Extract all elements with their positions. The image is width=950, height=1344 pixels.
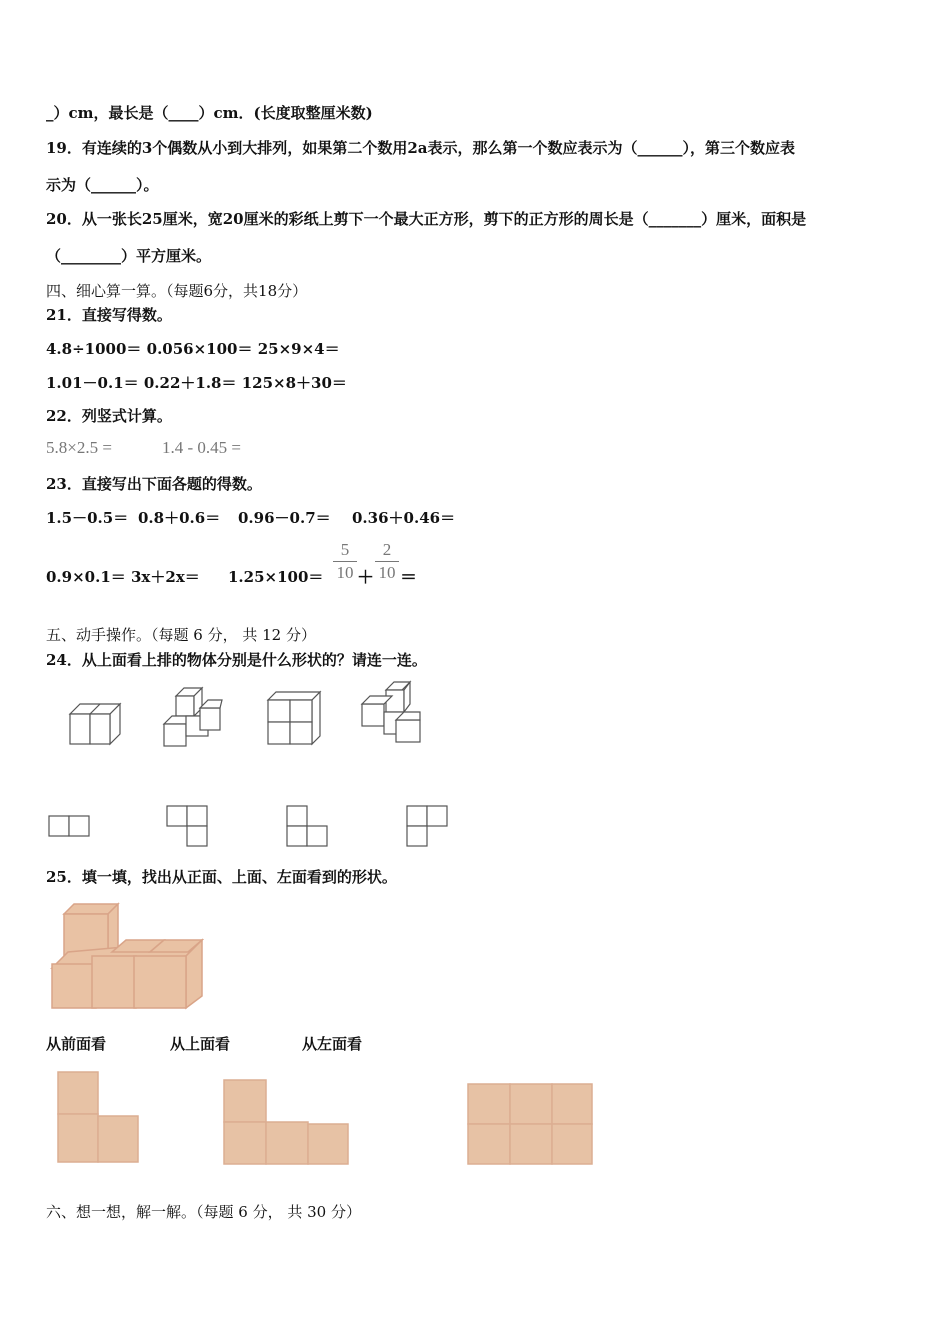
q23-r1-2: 0.8＋0.6＝ (138, 509, 221, 527)
q21-title: 21．直接写得数。 (46, 306, 172, 324)
view-label-top: 从上面看 (170, 1035, 231, 1053)
top-view-shape (222, 1078, 352, 1168)
outline-shape-4 (406, 805, 450, 849)
frac2-num: 2 (375, 541, 399, 562)
view-label-front: 从前面看 (46, 1035, 107, 1053)
q19-line1: 19．有连续的3个偶数从小到大排列，如果第二个数用2a表示，那么第一个数应表示为（______），第三个数应表 (46, 139, 795, 157)
q18-tail: _）cm，最长是（____）cm．(长度取整厘米数) (46, 104, 373, 122)
frac1-den: 10 (336, 563, 354, 582)
frac1-num: 5 (333, 541, 357, 562)
q23-r2-1: 0.9×0.1＝ (46, 568, 126, 586)
q22-expr2: 1.4 - 0.45 = (162, 438, 241, 457)
q23-title: 23．直接写出下面各题的得数。 (46, 475, 262, 493)
outline-shape-3 (286, 805, 330, 849)
outline-shape-1 (48, 815, 92, 839)
front-view-shape (56, 1070, 146, 1166)
section-5-heading: 五、动手操作。（每题 6 分， 共 12 分） (46, 626, 316, 644)
q22-expr1: 5.8×2.5 = (46, 438, 112, 457)
cube-figure-2 (160, 688, 226, 750)
outline-shape-2 (166, 805, 210, 849)
q20-line1: 20．从一张长25厘米，宽20厘米的彩纸上剪下一个最大正方形，剪下的正方形的周长是（_______）厘米，面积是 (46, 210, 807, 228)
fraction-5-10 (333, 541, 357, 582)
section-4-heading: 四、细心算一算。（每题6分，共18分） (46, 282, 308, 300)
q23-r2-2: 3x＋2x＝ (131, 568, 200, 586)
q21-row1: 4.8÷1000＝ 0.056×100＝ 25×9×4＝ (46, 340, 340, 358)
fraction-2-10 (375, 541, 399, 582)
block-stack-figure (48, 900, 208, 1012)
q24-title: 24．从上面看上排的物体分别是什么形状的？请连一连。 (46, 651, 427, 669)
plus-sign: ＋ (357, 568, 374, 588)
left-view-shape (466, 1082, 596, 1168)
q22-title: 22．列竖式计算。 (46, 407, 172, 425)
q25-title: 25．填一填，找出从正面、上面、左面看到的形状。 (46, 868, 397, 886)
q23-r2-3: 1.25×100＝ (228, 568, 324, 586)
frac2-den: 10 (378, 563, 396, 582)
cube-figure-1 (66, 700, 126, 748)
equals-sign: ＝ (400, 568, 417, 588)
q20-line2: （________）平方厘米。 (46, 247, 212, 265)
cube-figure-4 (358, 682, 424, 746)
q23-r1-4: 0.36＋0.46＝ (352, 509, 456, 527)
view-label-left: 从左面看 (302, 1035, 363, 1053)
cube-figure-3 (262, 690, 324, 748)
q21-row2: 1.01－0.1＝ 0.22＋1.8＝ 125×8＋30＝ (46, 374, 347, 392)
q19-line2: 示为（______）。 (46, 176, 159, 194)
q23-r1-3: 0.96－0.7＝ (238, 509, 331, 527)
section-6-heading: 六、想一想，解一解。（每题 6 分， 共 30 分） (46, 1203, 361, 1221)
q23-r1-1: 1.5－0.5＝ (46, 509, 129, 527)
